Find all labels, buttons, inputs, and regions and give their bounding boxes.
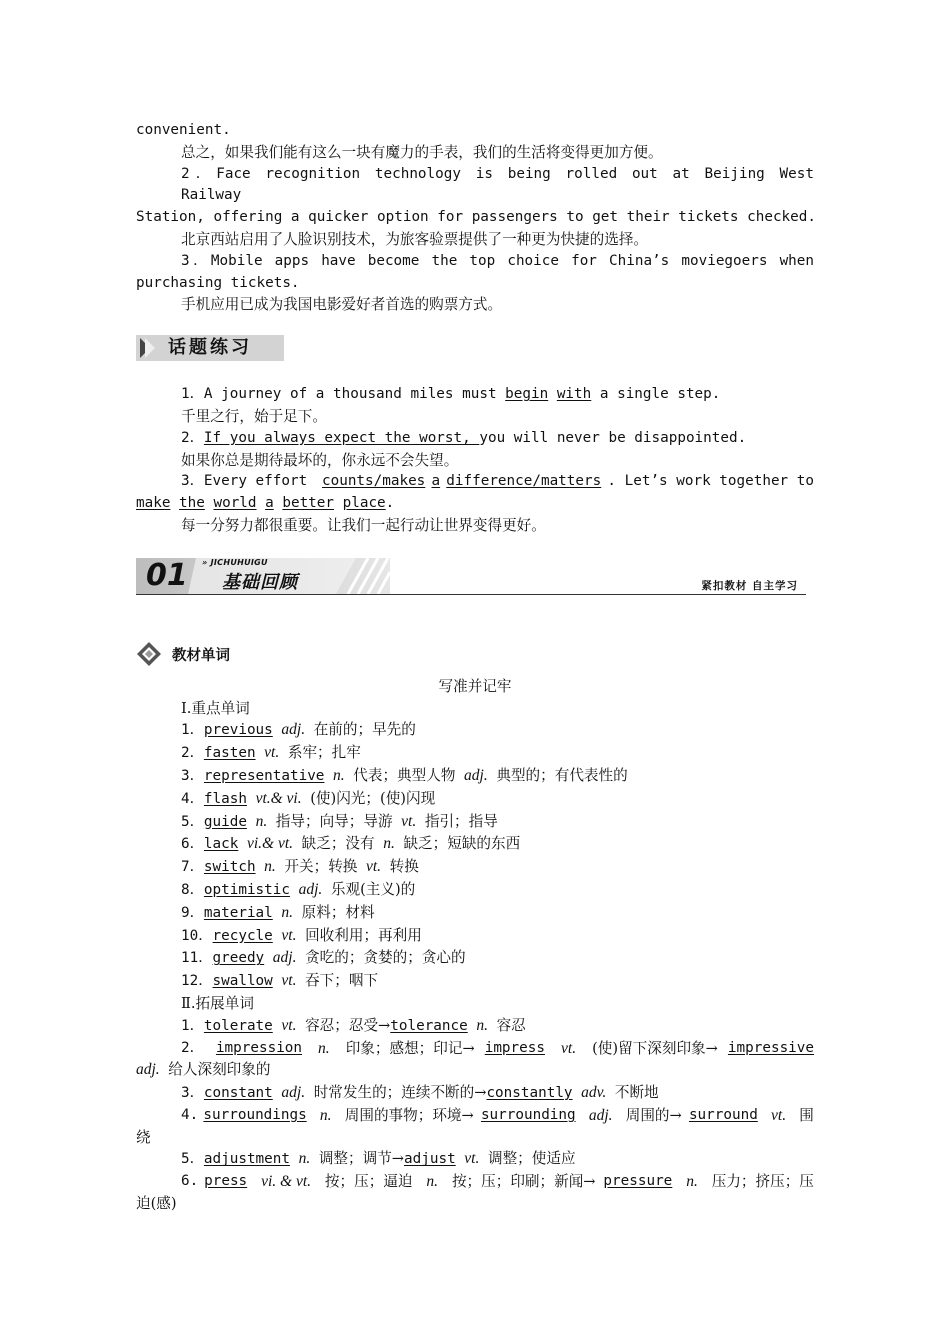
extended-word-list xyxy=(136,1015,814,1215)
list-item: 5．adjustment n. 调整；调节→adjust vt. 调整；使适应 xyxy=(181,1150,576,1168)
document-page xyxy=(136,120,814,1215)
section-pinyin: » JICHUHUIGU xyxy=(202,557,268,567)
list-item-continued: 迫(感) xyxy=(136,1195,177,1213)
extended-words-heading: Ⅱ.拓展单词 xyxy=(181,994,254,1012)
topic-sentence-3a: 3．Every effort counts/makes a difference/matters . Let’s work together to xyxy=(181,473,814,490)
topic-sentence-3b: make the world a better place. xyxy=(136,495,395,512)
section-header-basic-review xyxy=(136,556,806,596)
list-item: 12．swallow vt. 吞下；咽下 xyxy=(181,972,379,990)
list-item: 5．guide n. 指导；向导；导游 vt. 指引；指导 xyxy=(181,812,498,830)
textbook-words-title: 教材单词 xyxy=(172,647,230,664)
intro-line-3-zh: 手机应用已成为我国电影爱好者首选的购票方式。 xyxy=(181,296,503,314)
topic-sentence-3-zh: 每一分努力都很重要。让我们一起行动让世界变得更好。 xyxy=(181,516,546,534)
intro-line-1: convenient. xyxy=(136,122,231,138)
intro-line-3b: purchasing tickets. xyxy=(136,274,300,291)
key-word-list xyxy=(136,719,814,993)
intro-line-2-zh: 北京西站启用了人脸识别技术，为旅客验票提供了一种更为快捷的选择。 xyxy=(181,230,649,248)
list-item-continued: adj. 给人深刻印象的 xyxy=(136,1061,271,1079)
section-title: 基础回顾 xyxy=(222,571,298,593)
diamond-bullet-icon xyxy=(136,641,162,667)
topic-sentence-2: 2．If you always expect the worst, you will never be disappointed. xyxy=(181,429,747,446)
chevron-right-icon xyxy=(138,337,156,359)
topic-practice-banner xyxy=(136,335,284,361)
key-words-heading: Ⅰ.重点单词 xyxy=(181,699,250,717)
list-item: 6. press vi. & vt. 按；压；逼迫 n. 按；压；印刷；新闻→ pressure n. 压力；挤压；压 xyxy=(181,1173,814,1191)
topic-practice-title: 话题练习 xyxy=(168,337,252,359)
topic-sentence-1-zh: 千里之行，始于足下。 xyxy=(181,407,327,425)
list-item: 3．representative n. 代表；典型人物 adj. 典型的；有代表性的 xyxy=(181,766,628,784)
intro-line-1-zh: 总之，如果我们能有这么一块有魔力的手表，我们的生活将变得更加方便。 xyxy=(181,143,663,161)
list-item: 2．fasten vt. 系牢；扎牢 xyxy=(181,744,361,762)
list-item: 11．greedy adj. 贪吃的；贪婪的；贪心的 xyxy=(181,949,466,967)
intro-line-2a: 2．Face recognition technology is being rolled out at Beijing West Railway xyxy=(181,165,814,204)
section-rule xyxy=(136,594,806,595)
intro-line-3a: 3．Mobile apps have become the top choice for China’s moviegoers when xyxy=(181,252,814,269)
intro-line-2b: Station, offering a quicker option for passengers to get their tickets checked. xyxy=(136,209,816,226)
write-and-memorize: 写准并记牢 xyxy=(438,677,512,695)
list-item: 2． impression n. 印象；感想；印记→ impress vt. (使)留下深刻印象→ impressive xyxy=(181,1039,814,1057)
list-item: 3．constant adj. 时常发生的；连续不断的→constantly adv. 不断地 xyxy=(181,1084,659,1102)
section-subtitle: 紧扣教材 自主学习 xyxy=(701,579,798,592)
list-item: 4. surroundings n. 周围的事物；环境→ surrounding adj. 周围的→ surround vt. 围 xyxy=(181,1106,814,1124)
list-item: 9．material n. 原料；材料 xyxy=(181,903,375,921)
textbook-words-heading xyxy=(136,641,814,665)
list-item: 6．lack vi.& vt. 缺乏；没有 n. 缺乏；短缺的东西 xyxy=(181,835,521,853)
list-item-continued: 绕 xyxy=(136,1128,151,1146)
section-number: 01 xyxy=(146,557,188,593)
list-item: 1．tolerate vt. 容忍；忍受→tolerance n. 容忍 xyxy=(181,1016,526,1034)
list-item: 8．optimistic adj. 乐观(主义)的 xyxy=(181,880,416,898)
topic-sentence-1: 1．A journey of a thousand miles must begin with a single step. xyxy=(181,386,721,403)
list-item: 10．recycle vt. 回收利用；再利用 xyxy=(181,926,422,944)
topic-sentence-2-zh: 如果你总是期待最坏的，你永远不会失望。 xyxy=(181,451,459,469)
list-item: 4．flash vt.& vi. (使)闪光；(使)闪现 xyxy=(181,789,436,807)
list-item: 7．switch n. 开关；转换 vt. 转换 xyxy=(181,858,419,876)
list-item: 1．previous adj. 在前的；早先的 xyxy=(181,721,416,739)
